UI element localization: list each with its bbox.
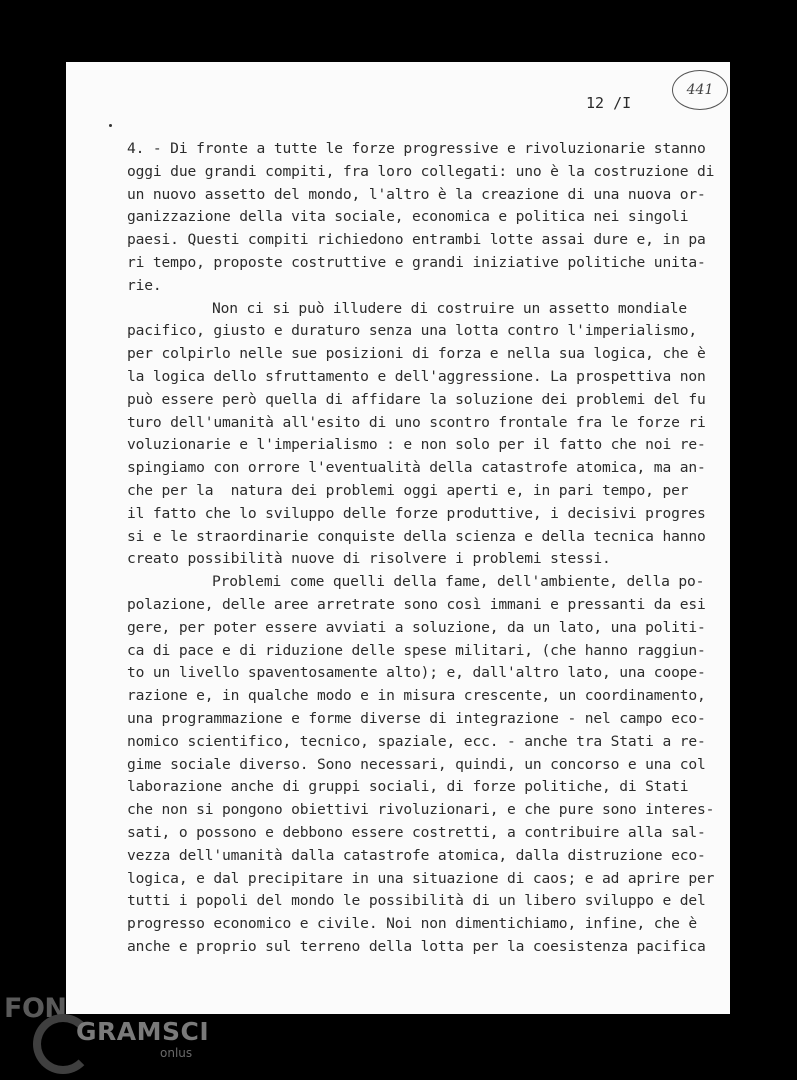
text-line: può essere però quella di affidare la soluzione dei problemi del fu: [127, 390, 706, 408]
text-line: gere, per poter essere avviati a soluzione, da un lato, una politi-: [127, 618, 706, 636]
text-line: voluzionarie e l'imperialismo : e non solo per il fatto che noi re-: [127, 436, 706, 454]
text-line: pacifico, giusto e duraturo senza una lotta contro l'imperialismo,: [127, 322, 697, 340]
text-line: per colpirlo nelle sue posizioni di forza e nella sua logica, che è: [127, 345, 706, 363]
text-line: rie.: [127, 276, 162, 294]
text-line: laborazione anche di gruppi sociali, di forze politiche, di Stati: [127, 778, 689, 796]
text-line: vezza dell'umanità dalla catastrofe atomica, dalla distruzione eco-: [127, 846, 706, 864]
margin-mark: [109, 124, 112, 127]
typewritten-text: [127, 138, 715, 959]
text-line: creato possibilità nuove di risolvere i problemi stessi.: [127, 550, 611, 568]
text-line: logica, e dal precipitare in una situazione di caos; e ad aprire per: [127, 869, 715, 887]
text-line: oggi due grandi compiti, fra loro collegati: uno è la costruzione di: [127, 162, 715, 180]
text-line: tutti i popoli del mondo le possibilità di un libero sviluppo e del: [127, 892, 706, 910]
text-line: Problemi come quelli della fame, dell'ambiente, della po-: [212, 573, 705, 591]
text-line: che per la natura dei problemi oggi aperti e, in pari tempo, per: [127, 481, 689, 499]
watermark-suffix: onlus: [160, 1046, 193, 1060]
text-line: si e le straordinarie conquiste della scienza e della tecnica hanno: [127, 527, 706, 545]
text-line: Non ci si può illudere di costruire un assetto mondiale: [212, 299, 687, 317]
text-line: polazione, delle aree arretrate sono così immani e pressanti da esi: [127, 595, 706, 613]
text-line: una programmazione e forme diverse di integrazione - nel campo eco-: [127, 709, 706, 727]
text-line: anche e proprio sul terreno della lotta per la coesistenza pacifica: [127, 937, 706, 955]
fondazione-gramsci-watermark: [0, 988, 220, 1080]
text-line: ri tempo, proposte costruttive e grandi iniziative politiche unita-: [127, 253, 706, 271]
text-line: 4. - Di fronte a tutte le forze progressive e rivoluzionarie stanno: [127, 140, 706, 157]
text-line: razione e, in qualche modo e in misura crescente, un coordinamento,: [127, 687, 706, 705]
text-line: progresso economico e civile. Noi non dimentichiamo, infine, che è: [127, 915, 697, 933]
text-line: turo dell'umanità all'esito di uno scontro frontale fra le forze ri: [127, 413, 706, 431]
text-line: che non si pongono obiettivi rivoluzionari, e che pure sono interes-: [127, 801, 715, 819]
text-line: to un livello spaventosamente alto); e, dall'altro lato, una coope-: [127, 664, 706, 682]
text-line: spingiamo con orrore l'eventualità della catastrofe atomica, ma an-: [127, 459, 706, 477]
watermark-name: GRAMSCI: [76, 1017, 210, 1046]
text-line: il fatto che lo sviluppo delle forze produttive, i decisivi progres: [127, 504, 706, 522]
text-line: la logica dello sfruttamento e dell'aggressione. La prospettiva non: [127, 367, 706, 385]
page-number: 12 /I: [586, 94, 632, 112]
document-page: [66, 62, 730, 1014]
text-line: nomico scientifico, tecnico, spaziale, ecc. - anche tra Stati a re-: [127, 732, 706, 750]
watermark-prefix: FON: [4, 993, 67, 1024]
text-line: sati, o possono e debbono essere costretti, a contribuire alla sal-: [127, 823, 706, 841]
text-line: un nuovo assetto del mondo, l'altro è la creazione di una nuova or-: [127, 185, 706, 203]
text-line: paesi. Questi compiti richiedono entrambi lotte assai dure e, in pa: [127, 231, 706, 249]
text-line: ganizzazione della vita sociale, economica e politica nei singoli: [127, 208, 689, 226]
archive-stamp: 441: [672, 70, 728, 110]
text-line: gime sociale diverso. Sono necessari, quindi, un concorso e una col: [127, 755, 706, 773]
text-line: ca di pace e di riduzione delle spese militari, (che hanno raggiun-: [127, 641, 706, 659]
